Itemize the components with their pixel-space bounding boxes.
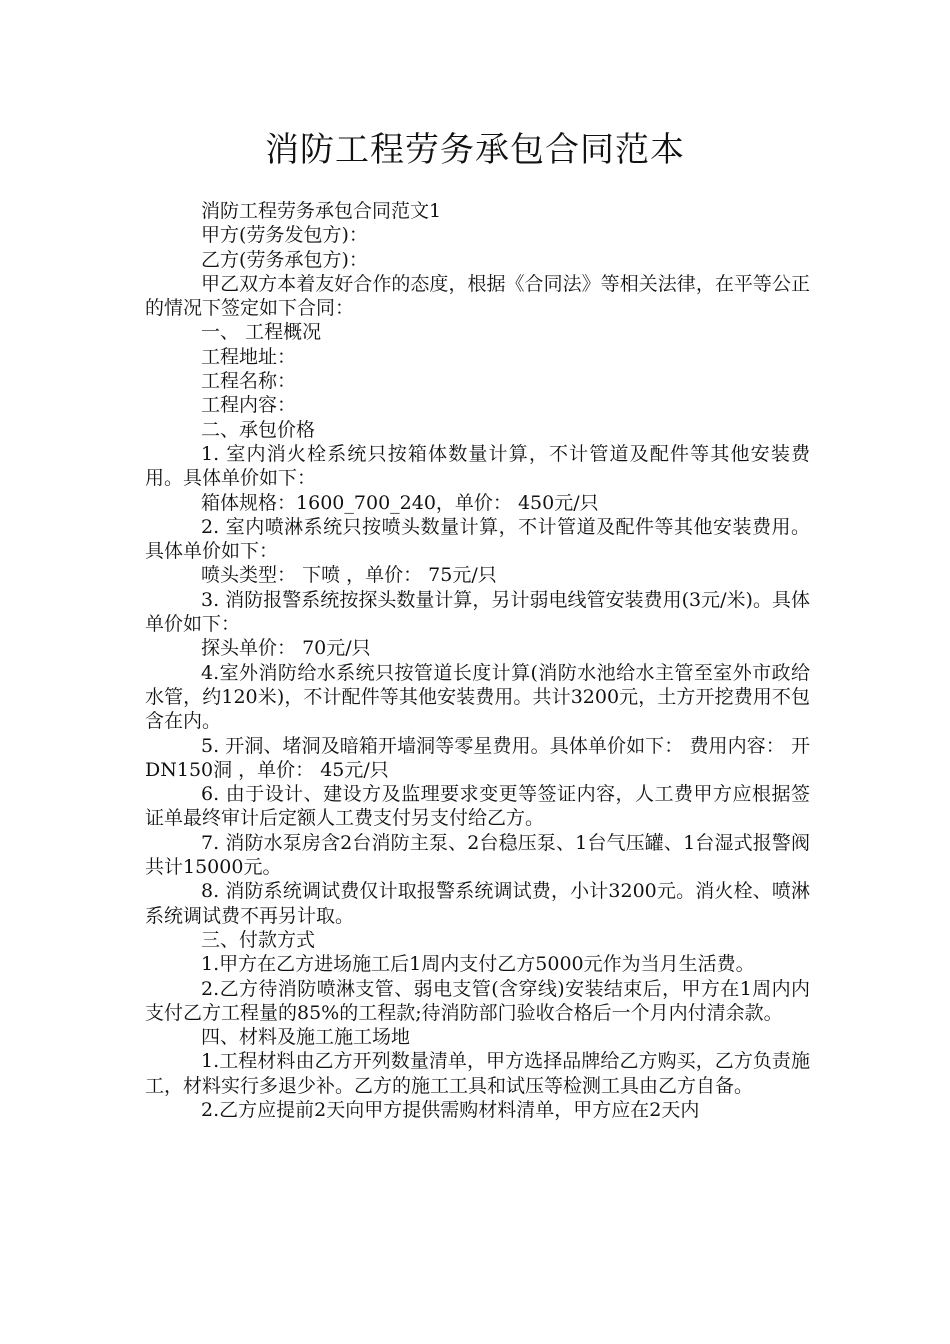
document-title: 消防工程劳务承包合同范本 [265,130,685,170]
document-body [145,199,810,1122]
paragraph: 三、付款方式 [201,928,316,951]
paragraph: 四、材料及施工施工场地 [201,1026,411,1049]
paragraph: 7. 消防水泵房含2台消防主泵、2台稳压泵、1台气压罐、1台湿式报警阀共计15000元。 [145,831,810,879]
paragraph: 2.乙方待消防喷淋支管、弱电支管(含穿线)安装结束后，甲方在1周内内支付乙方工程量的85%的工程款;待消防部门验收合格后一个月内付清余款。 [145,977,810,1024]
paragraph: 甲乙双方本着友好合作的态度，根据《合同法》等相关法律，在平等公正的情况下签定如下合同： [145,272,810,320]
paragraph: 2.乙方应提前2天向甲方提供需购材料清单，甲方应在2天内 [201,1098,700,1121]
paragraph: 工程地址： [201,345,297,368]
paragraph: 6. 由于设计、建设方及监理要求变更等签证内容，人工费甲方应根据签证单最终审计后定额人工费支付另支付给乙方。 [145,783,810,830]
paragraph: 工程名称： [201,370,297,393]
paragraph: 4.室外消防给水系统只按管道长度计算(消防水池给水主管至室外市政给水管，约120米)，不计配件等其他安装费用。共计3200元，土方开挖费用不包含在内。 [145,661,810,733]
paragraph: 1.工程材料由乙方开列数量清单，甲方选择品牌给乙方购买，乙方负责施工，材料实行多退少补。乙方的施工工具和试压等检测工具由乙方自备。 [145,1050,810,1097]
paragraph: 箱体规格：1600_700_240，单价： 450元/只 [201,491,599,514]
paragraph: 8. 消防系统调试费仅计取报警系统调试费，小计3200元。消火栓、喷淋系统调试费不再另计取。 [145,880,810,927]
paragraph: 5. 开洞、堵洞及暗箱开墙洞等零星费用。具体单价如下： 费用内容： 开DN150洞 ，单价： 45元/只 [145,734,810,781]
paragraph: 工程内容： [201,394,297,417]
paragraph: 消防工程劳务承包合同范文1 [201,200,442,222]
paragraph: 探头单价： 70元/只 [201,637,371,660]
paragraph: 一、 工程概况 [201,321,322,344]
paragraph: 2. 室内喷淋系统只按喷头数量计算，不计管道及配件等其他安装费用。具体单价如下： [145,515,810,563]
paragraph: 乙方(劳务承包方)： [201,248,368,271]
paragraph: 甲方(劳务发包方)： [201,224,368,247]
paragraph: 喷头类型： 下喷 ，单价： 75元/只 [201,564,497,587]
paragraph: 3. 消防报警系统按探头数量计算，另计弱电线管安装费用(3元/米)。具体单价如下： [145,588,810,636]
paragraph: 1. 室内消火栓系统只按箱体数量计算，不计管道及配件等其他安装费用。具体单价如下： [145,442,810,490]
paragraph: 1.甲方在乙方进场施工后1周内支付乙方5000元作为当月生活费。 [201,953,755,976]
paragraph: 二、承包价格 [201,418,316,441]
